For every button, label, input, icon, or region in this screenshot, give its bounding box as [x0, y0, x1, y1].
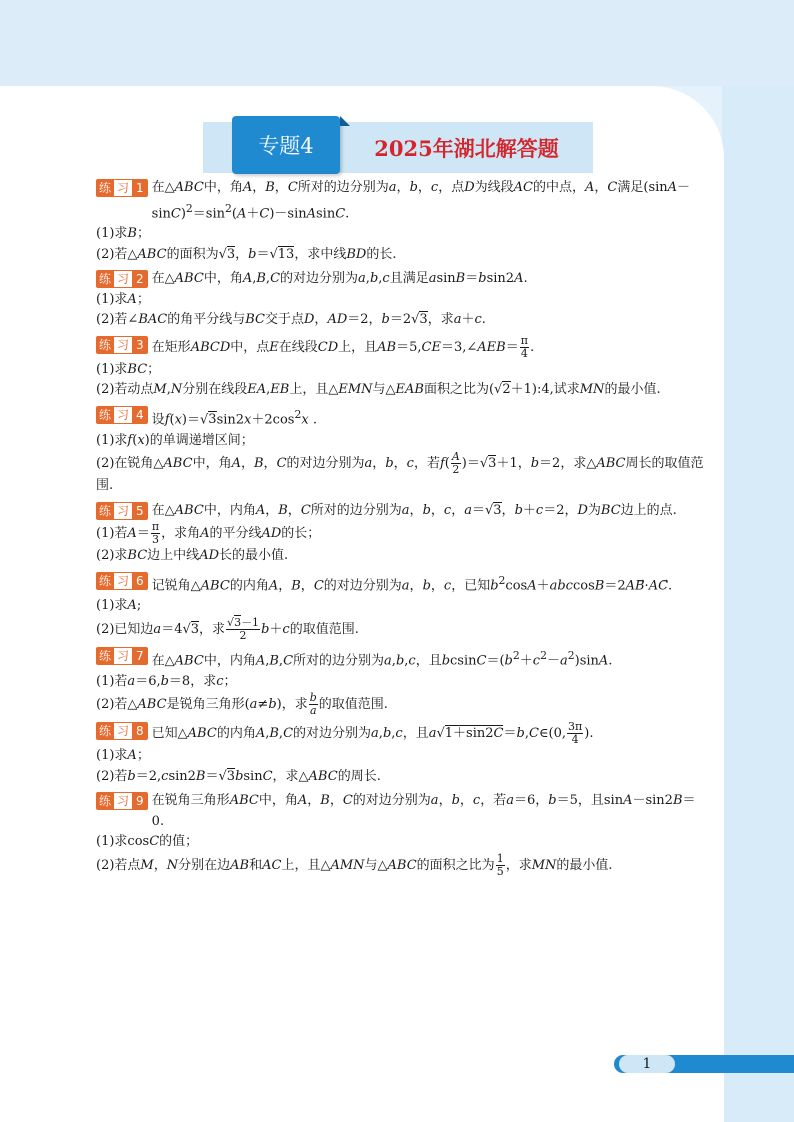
sub-question: (1)求B；	[96, 226, 150, 242]
problem-stem: 在△ABC中，内角A，B，C所对的边分别为a，b，c，a＝√3，b＋c＝2，D为BC边上的点.	[151, 502, 677, 518]
badge-char-1: 练	[96, 792, 114, 810]
problem-stem: 在△ABC中，内角A,B,C所对的边分别为a,b,c，且$bcsinC=(b^2+c^2-a^2)\sin A$.	[151, 648, 613, 669]
exercise-badge	[96, 502, 148, 520]
badge-char-1: 练	[96, 179, 114, 197]
exercise-badge	[96, 270, 148, 288]
problem-stem-row	[96, 178, 706, 224]
problem-stem: 已知△ABC的内角A,B,C的对边分别为a,b,c，且a√1＋sin2C＝b,C∈(0, $\frac{3\pi}{4}$ ).	[151, 720, 594, 747]
top-band	[0, 0, 794, 86]
topic-tag-label: 专题4	[258, 134, 314, 158]
sub-question: (1)求BC；	[96, 361, 161, 377]
exercise-badge	[96, 647, 148, 665]
badge-char-2: 习	[114, 406, 132, 424]
badge-char-2: 习	[114, 572, 132, 590]
badge-number: 2	[132, 270, 148, 288]
problem-stem-row	[96, 646, 706, 672]
problem-5	[96, 501, 706, 567]
badge-char-2: 习	[114, 502, 132, 520]
right-band	[722, 86, 794, 1122]
sub-question: (2)若动点M,N分别在线段EA,EB上，且△EMN与△EAB面积之比为(√2＋1):4,试求MN的最小值.	[96, 382, 661, 398]
badge-char-2: 习	[114, 336, 132, 354]
sub-question: (2)若△ABC的面积为√3，b＝√13，求中线BD的长.	[96, 246, 397, 262]
sub-question: (1)若A＝ $\frac{\pi}{3}$ ，求角A的平分线AD的长；	[96, 520, 321, 547]
problem-stem: 在矩形ABCD中，点E在线段CD上，且AB＝5,CE＝3,∠AEB＝ $\frac{\pi}{4}$ .	[151, 333, 535, 360]
sub-question: (2)已知边a＝4√3，求 $\frac{√3-1}{2}$ b＋c的取值范围.	[96, 615, 359, 642]
exercise-badge	[96, 336, 148, 354]
exercise-badge	[96, 406, 148, 424]
problem-stem-row	[96, 791, 706, 832]
badge-char-2: 习	[114, 179, 132, 197]
problem-6	[96, 571, 706, 642]
sub-question: (1)求A;	[96, 598, 142, 614]
problem-stem-row	[96, 269, 706, 290]
exercise-badge	[96, 722, 148, 740]
badge-char-2: 习	[114, 270, 132, 288]
sub-question: (2)若△ABC是锐角三角形(a≠b)，求 $\frac{b}{a}$ 的取值范围.	[96, 691, 388, 718]
exercise-badge	[96, 792, 148, 810]
problem-3	[96, 335, 706, 401]
problem-stem-row	[96, 335, 706, 360]
problem-stem: 在△ABC中，角A,B,C的对边分别为a,b,c且满足asinB＝bsin2A.	[151, 271, 528, 287]
exercise-badge	[96, 572, 148, 590]
badge-number: 7	[132, 647, 148, 665]
sub-question: (1)求cosC的值；	[96, 834, 199, 850]
badge-number: 5	[132, 502, 148, 520]
problem-list	[96, 178, 706, 882]
problem-8	[96, 721, 706, 787]
sub-question: (1)求A；	[96, 748, 150, 764]
problem-stem: 在△ABC中，角A，B，C所对的边分别为a，b，c，点D为线段AC的中点，A，C满足$(\sin A-\sin C)^2=\sin^2(A+C)-sinAsinC$.	[151, 180, 691, 221]
exercise-badge	[96, 179, 148, 197]
problem-stem: 在锐角三角形ABC中，角A，B，C的对边分别为a，b，c，若a＝6，b＝5，且sinA－sin2B＝0.	[151, 793, 696, 829]
problem-stem: 记锐角△ABC的内角A，B，C的对边分别为a，b，c，已知$b^2\cos A+abccosB=2AB⃗\cdot AC⃗$.	[151, 573, 673, 593]
sub-question: (2)求BC边上中线AD长的最小值.	[96, 548, 289, 564]
problem-4	[96, 405, 706, 497]
badge-char-1: 练	[96, 502, 114, 520]
badge-number: 9	[132, 792, 148, 810]
badge-number: 3	[132, 336, 148, 354]
sub-question: (1)求A；	[96, 291, 150, 307]
sub-question: (2)若点M，N分别在边AB和AC上，且△AMN与△ABC的面积之比为 $\frac{1}{5}$ ，求MN的最小值.	[96, 851, 613, 878]
sub-question: (1)求f(x)的单调递增区间；	[96, 432, 254, 448]
badge-char-1: 练	[96, 270, 114, 288]
badge-number: 4	[132, 406, 148, 424]
topic-tag	[232, 116, 340, 174]
badge-char-2: 习	[114, 722, 132, 740]
problem-1	[96, 178, 706, 265]
badge-char-1: 练	[96, 647, 114, 665]
badge-char-2: 习	[114, 647, 132, 665]
badge-char-1: 练	[96, 722, 114, 740]
problem-7	[96, 646, 706, 717]
problem-stem-row	[96, 501, 706, 522]
badge-char-1: 练	[96, 572, 114, 590]
problem-stem-row	[96, 721, 706, 746]
badge-number: 1	[132, 179, 148, 197]
badge-char-1: 练	[96, 406, 114, 424]
badge-number: 6	[132, 572, 148, 590]
problem-9	[96, 791, 706, 878]
badge-number: 8	[132, 722, 148, 740]
problem-stem: 设$f(x)=√3\sin 2x+2\cos^2x$ .	[151, 407, 317, 428]
sub-question: (1)若a＝6,b＝8，求c；	[96, 673, 237, 689]
problem-2	[96, 269, 706, 331]
sub-question: (2)若b＝2,csin2B＝√3bsinC，求△ABC的周长.	[96, 768, 381, 784]
page-number: 1	[619, 1055, 675, 1073]
problem-stem-row	[96, 405, 706, 431]
problem-stem-row	[96, 571, 706, 597]
sub-question: (2)在锐角△ABC中，角A，B，C的对边分别为a，b，c，若f( $\frac{A}{2}$ )＝√3＋1，b＝2，求△ABC周长的取值范围.	[96, 450, 704, 494]
sub-question: (2)若∠BAC的角平分线与BC交于点D，AD＝2，b＝2√3，求a＋c.	[96, 312, 486, 328]
badge-char-2: 习	[114, 792, 132, 810]
badge-char-1: 练	[96, 336, 114, 354]
page-title: 2025年湖北解答题	[374, 135, 559, 161]
